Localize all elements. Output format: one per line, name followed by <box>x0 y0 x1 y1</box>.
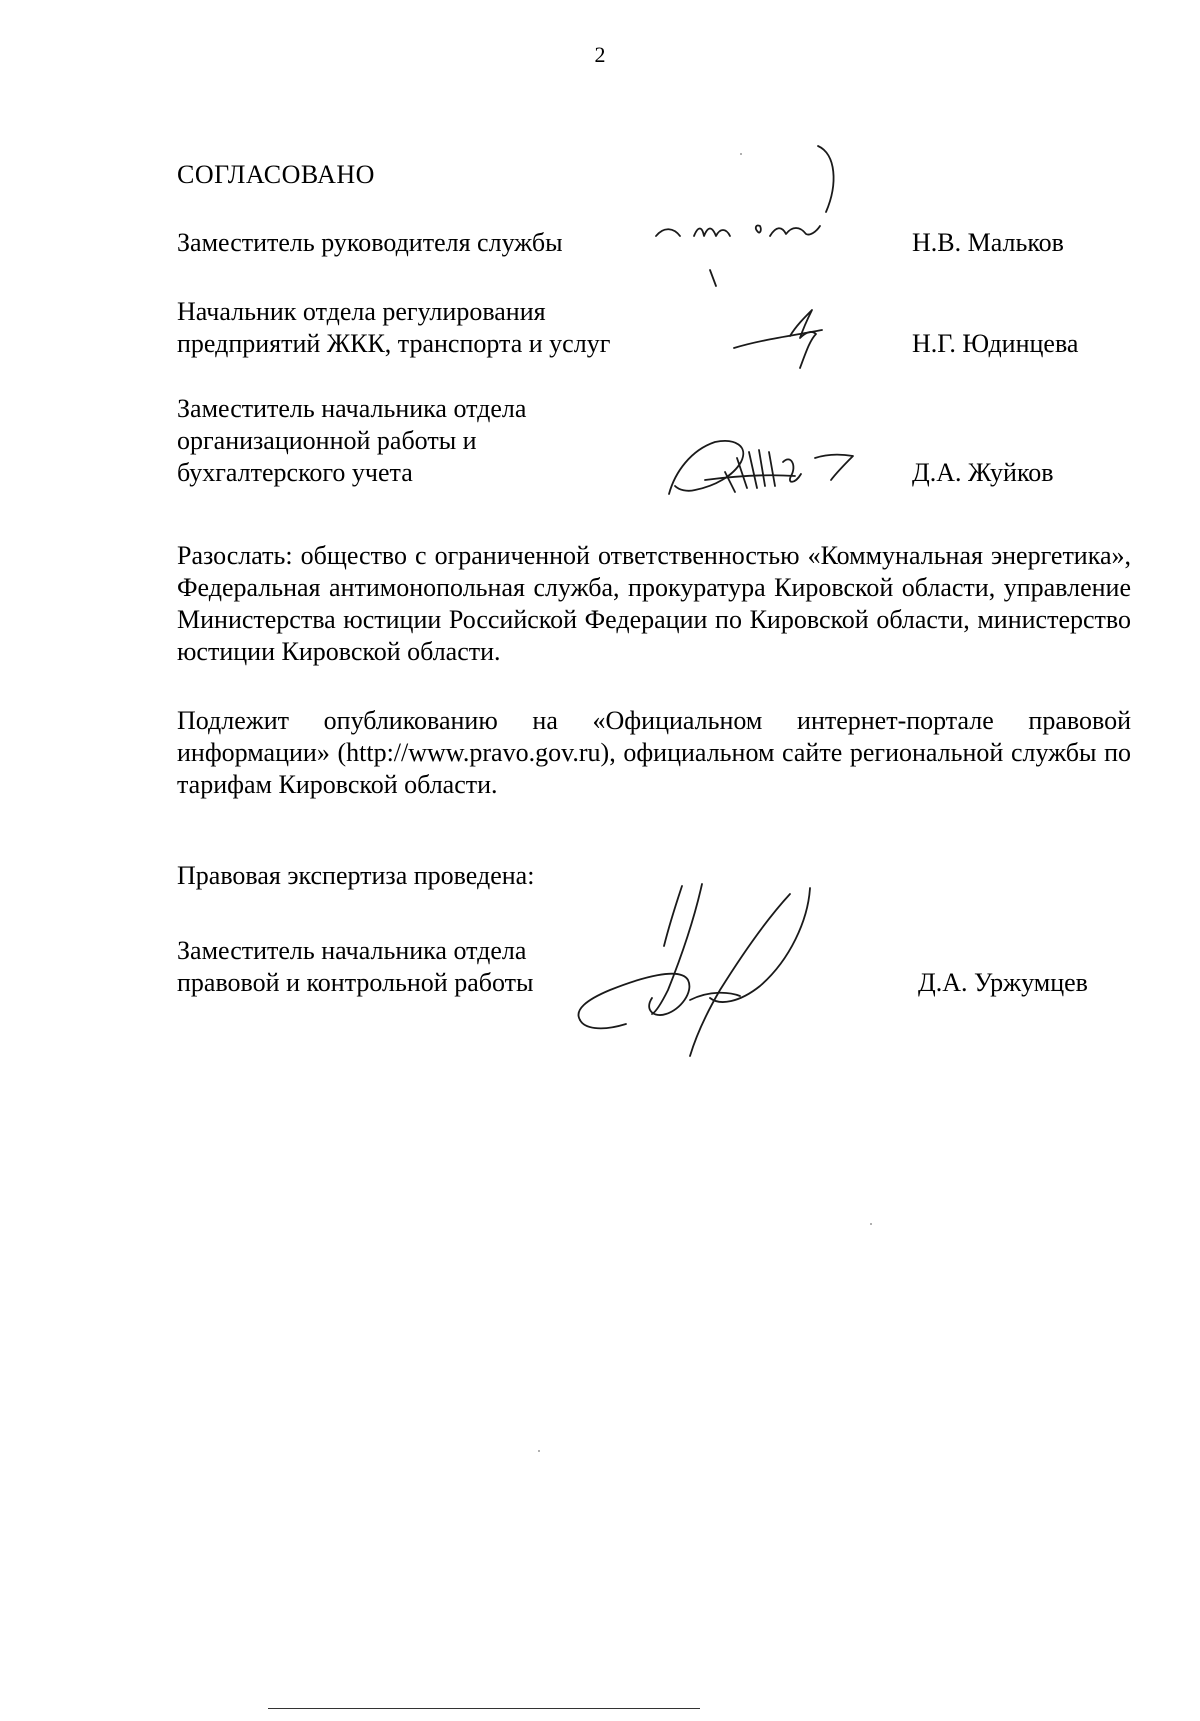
scan-speck <box>538 1450 540 1452</box>
signatory-name: Д.А. Жуйков <box>912 458 1054 487</box>
page-number: 2 <box>594 42 606 67</box>
signatory-position <box>177 227 697 259</box>
signature-malkov-icon <box>650 140 910 290</box>
approval-heading: СОГЛАСОВАНО <box>177 160 375 189</box>
bottom-rule <box>268 1708 700 1709</box>
position-line: организационной работы и <box>177 426 477 455</box>
signature-yudintseva-icon <box>730 300 850 380</box>
position-line: Заместитель начальника отдела <box>177 936 527 965</box>
signatory-position <box>177 393 697 489</box>
legal-review-title: Правовая экспертиза проведена: <box>177 861 535 890</box>
distribution-paragraph: Разослать: общество с ограниченной ответственностью «Коммунальная энергетика», Федеральная антимонопольная служба, прокуратура Кировской области, управление Министерства юстиции Российской Федерации по Кировской области, министерство юстиции Кировской области. <box>177 541 1131 666</box>
position-line: Начальник отдела регулирования <box>177 297 546 326</box>
position-line: правовой и контрольной работы <box>177 968 534 997</box>
scan-speck <box>740 153 742 155</box>
position-line: Заместитель начальника отдела <box>177 394 527 423</box>
position-line: предприятий ЖКК, транспорта и услуг <box>177 329 611 358</box>
scan-speck <box>870 1223 872 1225</box>
signature-zhuikov-icon <box>665 432 885 502</box>
position-line: бухгалтерского учета <box>177 458 413 487</box>
signatory-name: Н.Г. Юдинцева <box>912 329 1079 358</box>
signature-urzhumtsev-icon <box>570 880 870 1060</box>
legal-review-name: Д.А. Уржумцев <box>918 968 1088 997</box>
publication-paragraph: Подлежит опубликованию на «Официальном интернет-портале правовой информации» (http://www.pravo.gov.ru), официальном сайте региональной службы по тарифам Кировской области. <box>177 706 1131 799</box>
signatory-position <box>177 296 697 360</box>
position-line: Заместитель руководителя службы <box>177 228 563 257</box>
signatory-name: Н.В. Мальков <box>912 228 1064 257</box>
